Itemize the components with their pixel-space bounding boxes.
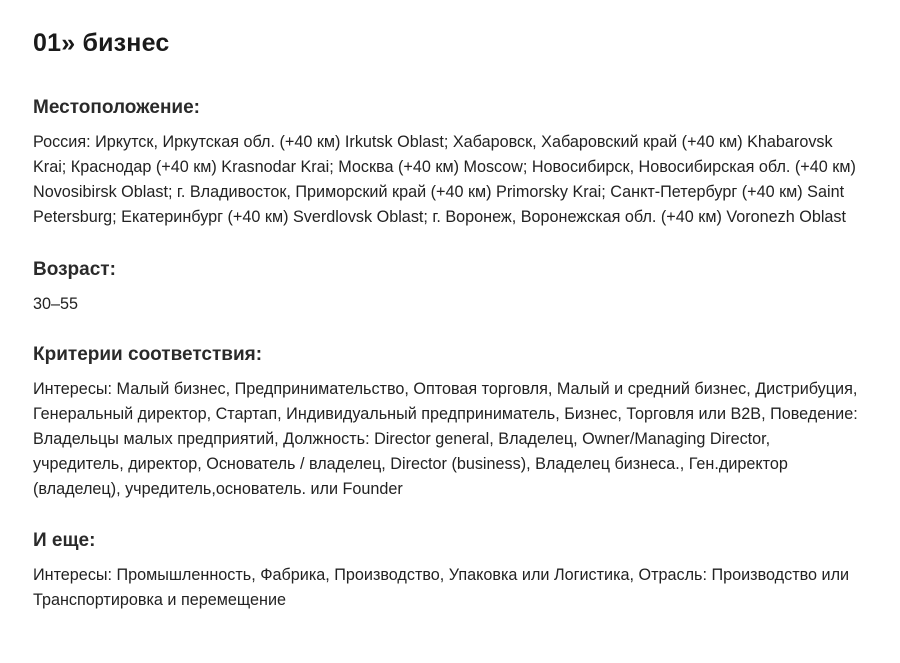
criteria-section	[33, 343, 860, 502]
location-section	[33, 96, 860, 230]
age-text: 30–55	[33, 295, 79, 313]
age-section	[33, 258, 860, 317]
criteria-heading: Критерии соответствия:	[33, 344, 263, 365]
additional-criteria-text: Интересы: Промышленность, Фабрика, Производство, Упаковка или Логистика, Отрасль: Производство или Транспортировка и перемещение	[33, 566, 850, 609]
location-text: Россия: Иркутск, Иркутская обл. (+40 км) Irkutsk Oblast; Хабаровск, Хабаровский край (+40 км) Khabarovsk Krai; Краснодар (+40 км) Krasnodar Krai; Москва (+40 км) Moscow; Новосибирск, Новосибирская обл. (+40 км) Novosibirsk Oblast; г. Владивосток, Приморский край (+40 км) Primorsky Krai; Санкт-Петербург (+40 км) Saint Petersburg; Екатеринбург (+40 км) Sverdlovsk Oblast; г. Воронеж, Воронежская обл. (+40 км) Voronezh Oblast	[33, 133, 856, 226]
additional-criteria-heading: И еще:	[33, 530, 96, 551]
location-heading: Местоположение:	[33, 97, 200, 118]
additional-criteria-section	[33, 529, 860, 613]
criteria-text: Интересы: Малый бизнес, Предпринимательство, Оптовая торговля, Малый и средний бизнес, Дистрибуция, Генеральный директор, Стартап, Индивидуальный предприниматель, Бизнес, Торговля или B2B, Поведение: Владельцы малых предприятий, Должность: Director general, Владелец, Owner/Managing Director, учредитель, директор, Основатель / владелец, Director (business), Владелец бизнеса., Ген.директор (владелец), учредитель,основатель. или Founder	[33, 380, 858, 498]
page-title: 01» бизнес	[33, 29, 170, 57]
age-heading: Возраст:	[33, 259, 116, 280]
